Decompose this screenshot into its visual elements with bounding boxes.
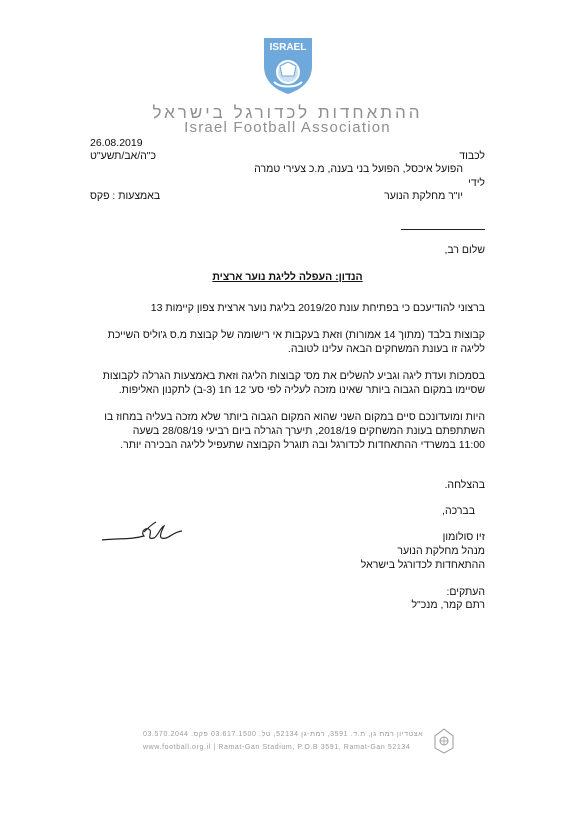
signer-org: ההתאחדות לכדורגל בישראל bbox=[360, 559, 485, 571]
ifa-logo bbox=[258, 34, 318, 96]
attention-label: לידי bbox=[468, 177, 485, 189]
paragraph-1 bbox=[90, 301, 485, 315]
footer-english-address: www.football.org.il | Ramat-Gan Stadium, P.O.B 3591, Ramat-Gan 52134 bbox=[143, 744, 411, 751]
signer-title: מנהל מחלקת הנוער bbox=[397, 545, 485, 557]
paragraph-3 bbox=[90, 369, 485, 397]
greeting: שלום רב, bbox=[444, 244, 485, 256]
letter-date: 26.08.2019 bbox=[90, 137, 143, 149]
paragraph-line: 11:00 במשרדי ההתאחדות לכדורגל ובה תוגרל הקבוצה שתעפיל לליגה הבכירה יותר. bbox=[120, 439, 485, 451]
footer-hebrew-address: אצטדיון רמת גן, ת.ד. 3591, רמת-גן 52134, טל. 03.617.1500 פקס. 03.570.2044 bbox=[143, 731, 424, 738]
divider-line bbox=[401, 229, 485, 230]
paragraph-line: בסמכות ועדת ליגה וגביע להשלים את מס' קבוצות הליגה וזאת באמצעות הגרלה לקבוצות bbox=[102, 370, 485, 382]
football-association-logo-icon bbox=[258, 34, 318, 96]
regards: בברכה, bbox=[442, 505, 475, 517]
hebrew-date: כ"ה/אב/תשע"ט bbox=[90, 150, 157, 162]
paragraph-2 bbox=[90, 328, 485, 356]
recipients: הפועל איכסל, הפועל בני בענה, מ.כ צעירי טמרה bbox=[254, 163, 463, 175]
via-fax: באמצעות : פקס bbox=[90, 190, 161, 202]
subject-line: הנדון: העפלה לליגת נוער ארצית bbox=[212, 271, 363, 283]
paragraph-line: היות ומועדונכם סיים במקום השני שהוא המקום הגבוה ביותר שלא מזכה בעליה במחוז בו bbox=[104, 411, 485, 423]
copies-label: העתקים: bbox=[446, 586, 485, 598]
copies-to: רתם קמר, מנכ"ל bbox=[411, 599, 485, 611]
paragraph-line: ברצוני להודיעכם כי בפתיחת עונת 2019/20 בליגת נוער ארצית צפון קיימות 13 bbox=[150, 302, 485, 314]
logo-text: ISRAEL bbox=[269, 42, 307, 53]
paragraph-line: קבוצות בלבד (מתוך 14 אמורות) וזאת בעקבות אי רישומה של קבוצת מ.ס ג'וליס השייכת bbox=[107, 329, 485, 341]
attention-person: יו"ר מחלקת הנוער bbox=[384, 190, 463, 202]
handwritten-signature bbox=[100, 518, 185, 548]
closing: בהצלחה. bbox=[444, 479, 485, 491]
paragraph-line: השתתפתם בעונת המשחקים 2018/19, תיערך הגרלה ביום רביעי 28/08/19 בשעה bbox=[132, 425, 485, 437]
stadium-logo-icon bbox=[434, 728, 454, 754]
org-english-name: Israel Football Association bbox=[184, 119, 391, 136]
paragraph-4 bbox=[90, 410, 485, 452]
org-hebrew-name: ההתאחדות לכדורגל בישראל bbox=[152, 103, 423, 122]
to-label: לכבוד bbox=[459, 150, 485, 162]
paragraph-line: שסיימו במקום הגבוה ביותר שאינו מזכה לעליה לפי סע' 12 ח1 (3-ב) לתקנון האליפות. bbox=[118, 384, 485, 396]
paragraph-line: לליגה זו בעונת המשחקים הבאה עלינו לטובה. bbox=[287, 343, 485, 355]
signer-name: זיו סולומון bbox=[442, 531, 485, 543]
